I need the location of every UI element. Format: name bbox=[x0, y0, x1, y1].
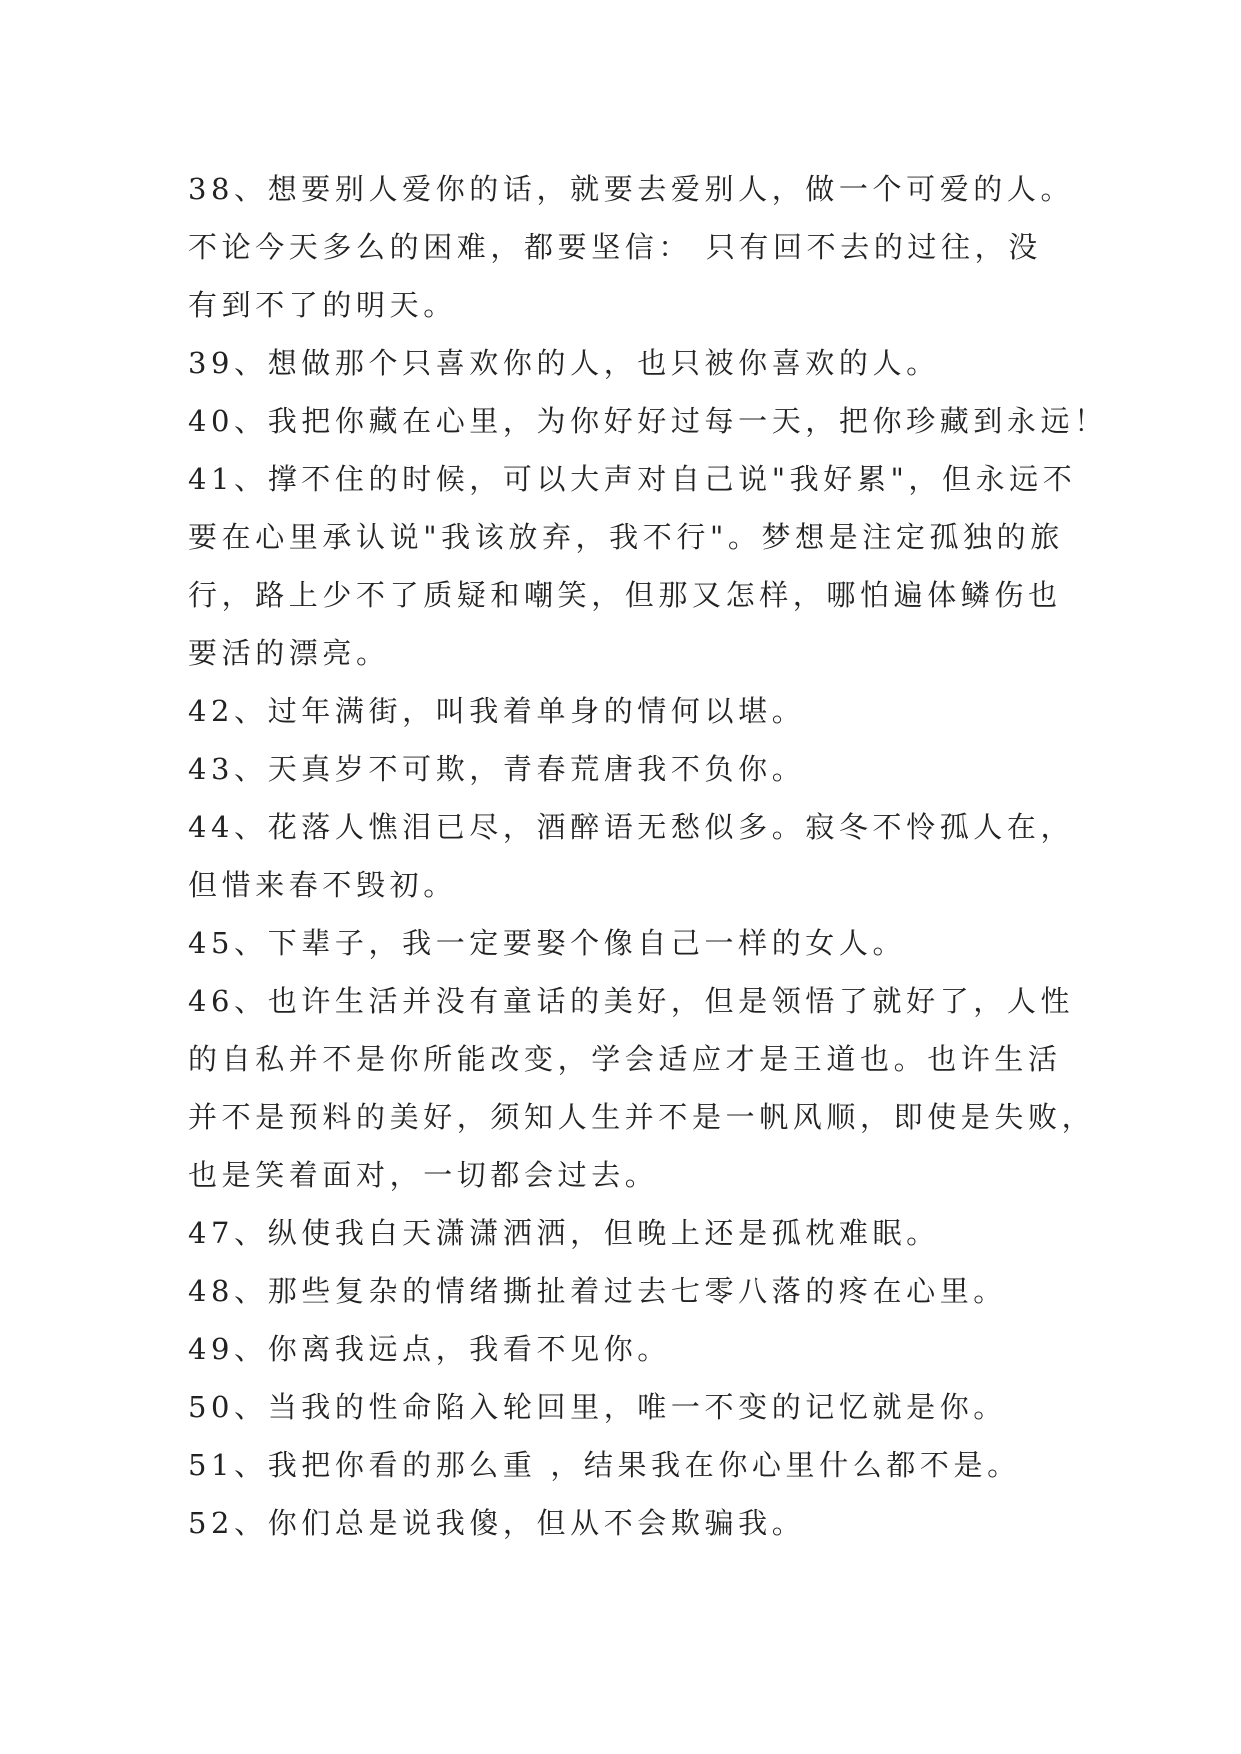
text-line: 也是笑着面对，一切都会过去。 bbox=[188, 1158, 659, 1192]
text-line: 要活的漂亮。 bbox=[188, 636, 390, 670]
document-body bbox=[188, 160, 1108, 1552]
text-line: 但惜来春不毁初。 bbox=[188, 868, 457, 902]
text-line: 51、我把你看的那么重 ，结果我在你心里什么都不是。 bbox=[188, 1448, 1021, 1482]
text-line: 49、你离我远点，我看不见你。 bbox=[188, 1332, 671, 1366]
text-line: 48、那些复杂的情绪撕扯着过去七零八落的疼在心里。 bbox=[188, 1274, 1007, 1308]
text-line: 有到不了的明天。 bbox=[188, 288, 457, 322]
text-line: 45、下辈子，我一定要娶个像自己一样的女人。 bbox=[188, 926, 907, 960]
text-line: 行，路上少不了质疑和嘲笑，但那又怎样，哪怕遍体鳞伤也 bbox=[188, 578, 1062, 612]
text-line: 50、当我的性命陷入轮回里，唯一不变的记忆就是你。 bbox=[188, 1390, 1007, 1424]
text-line: 40、我把你藏在心里，为你好好过每一天，把你珍藏到永远！ bbox=[188, 404, 1108, 438]
text-line: 并不是预料的美好，须知人生并不是一帆风顺，即使是失败， bbox=[188, 1100, 1096, 1134]
text-line: 要在心里承认说"我该放弃，我不行"。梦想是注定孤独的旅 bbox=[188, 520, 1064, 554]
text-line: 44、花落人憔泪已尽，酒醉语无愁似多。寂冬不怜孤人在， bbox=[188, 810, 1075, 844]
text-line: 不论今天多么的困难，都要坚信： 只有回不去的过往，没 bbox=[188, 230, 1042, 264]
text-line: 38、想要别人爱你的话，就要去爱别人，做一个可爱的人。 bbox=[188, 172, 1075, 206]
text-line: 的自私并不是你所能改变，学会适应才是王道也。也许生活 bbox=[188, 1042, 1062, 1076]
text-line: 52、你们总是说我傻，但从不会欺骗我。 bbox=[188, 1506, 806, 1540]
text-line: 43、天真岁不可欺，青春荒唐我不负你。 bbox=[188, 752, 806, 786]
text-line: 46、也许生活并没有童话的美好，但是领悟了就好了，人性 bbox=[188, 984, 1075, 1018]
text-line: 42、过年满街，叫我着单身的情何以堪。 bbox=[188, 694, 806, 728]
text-line: 39、想做那个只喜欢你的人，也只被你喜欢的人。 bbox=[188, 346, 940, 380]
text-line: 41、撑不住的时候，可以大声对自己说"我好累"，但永远不 bbox=[188, 462, 1077, 496]
text-line: 47、纵使我白天潇潇洒洒，但晚上还是孤枕难眠。 bbox=[188, 1216, 940, 1250]
